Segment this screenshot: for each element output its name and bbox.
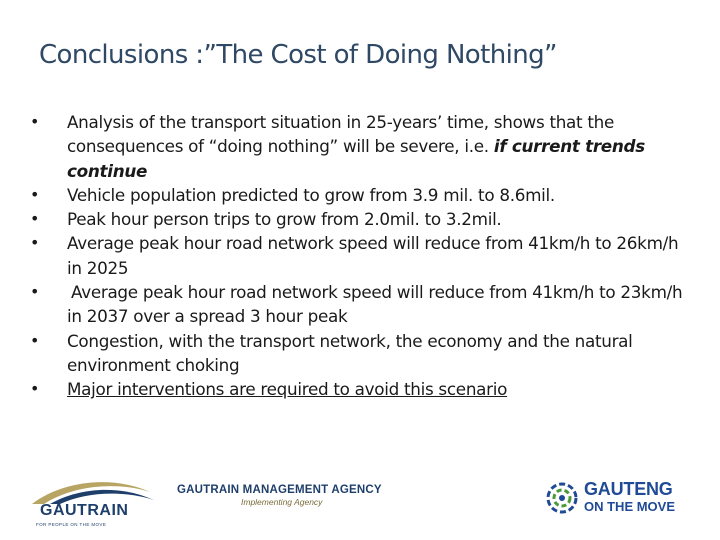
bullet-text: Vehicle population predicted to grow from 3.9 mil. to 8.6mil. xyxy=(67,184,555,205)
gauteng-swirl-icon xyxy=(543,479,581,517)
agency-logo xyxy=(177,484,417,507)
bullet-text: Peak hour person trips to grow from 2.0mil. to 3.2mil. xyxy=(67,209,502,230)
gautrain-tagline: FOR PEOPLE ON THE MOVE xyxy=(36,522,107,527)
bullet-glyph: • xyxy=(30,209,40,229)
gautrain-wordmark: GAUTRAIN xyxy=(40,502,129,519)
bullet-glyph: • xyxy=(30,112,40,131)
bullet-item xyxy=(26,207,696,231)
bullet-text: Average peak hour road network speed will reduce from 41km/h to 23km/h in 2037 over a spread 3 hour peak xyxy=(67,282,683,327)
gautrain-logo xyxy=(30,474,160,526)
gauteng-logo xyxy=(543,479,693,529)
bullet-text: Congestion, with the transport network, the economy and the natural environment choking xyxy=(67,330,633,375)
gauteng-subtitle: ON THE MOVE xyxy=(584,499,676,514)
bullet-glyph: • xyxy=(30,233,40,253)
bullet-text: Major interventions are required to avoid this scenario xyxy=(67,379,508,400)
bullet-glyph: • xyxy=(30,184,40,204)
bullet-item xyxy=(26,183,696,207)
bullet-item xyxy=(26,329,696,378)
bullet-item xyxy=(26,231,696,280)
agency-subtitle: Implementing Agency xyxy=(241,497,323,507)
bullet-item xyxy=(26,110,696,183)
gauteng-wordmark: GAUTENG xyxy=(584,479,673,499)
bullet-text: Analysis of the transport situation in 25-years’ time, shows that the consequences of “doing nothing” will be severe, i.e. xyxy=(67,112,614,157)
logo-footer xyxy=(0,462,720,532)
bullet-item xyxy=(26,280,696,329)
bullet-glyph: • xyxy=(30,379,40,399)
bullet-glyph: • xyxy=(30,330,40,350)
bullet-list xyxy=(26,110,696,402)
bullet-glyph: • xyxy=(30,282,40,302)
slide-title: Conclusions :”The Cost of Doing Nothing” xyxy=(39,40,557,70)
agency-name: GAUTRAIN MANAGEMENT AGENCY xyxy=(177,484,382,496)
bullet-item xyxy=(26,377,696,401)
bullet-emphasis: if current trends continue xyxy=(67,136,645,181)
bullet-text: Average peak hour road network speed will reduce from 41km/h to 26km/h in 2025 xyxy=(67,233,679,278)
